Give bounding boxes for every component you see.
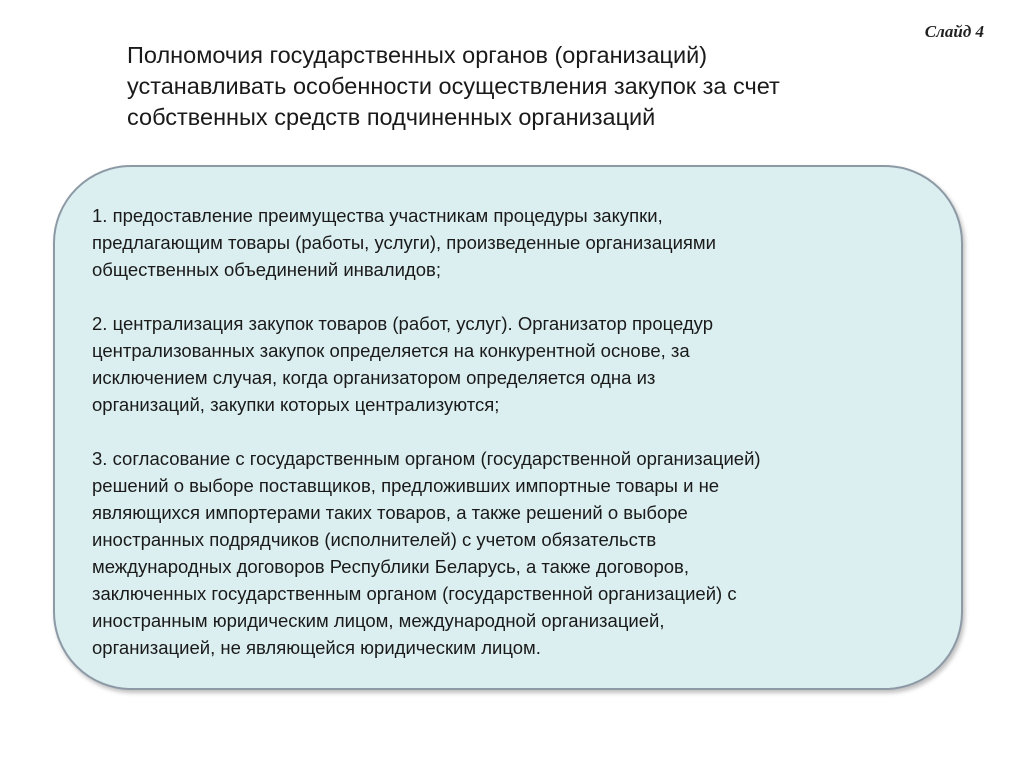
title-line: собственных средств подчиненных организаций [127, 104, 656, 130]
item-line: 2. централизация закупок товаров (работ, услуг). Организатор процедур [92, 313, 714, 334]
item-line: решений о выборе поставщиков, предложивших импортные товары и не [92, 475, 720, 496]
item-line: иностранных подрядчиков (исполнителей) с учетом обязательств [92, 529, 657, 550]
items-list [92, 202, 952, 688]
content-box [53, 165, 963, 690]
list-item-1 [92, 202, 952, 283]
item-line: являющихся импортерами таких товаров, а также решений о выборе [92, 502, 688, 523]
item-line: исключением случая, когда организатором определяется одна из [92, 367, 656, 388]
item-line: иностранным юридическим лицом, международной организацией, [92, 610, 665, 631]
item-line: организацией, не являющейся юридическим лицом. [92, 637, 541, 658]
slide-number: Слайд 4 [924, 22, 984, 41]
item-line: централизованных закупок определяется на конкурентной основе, за [92, 340, 690, 361]
item-line: предлагающим товары (работы, услуги), произведенные организациями [92, 232, 716, 253]
item-line: международных договоров Республики Беларусь, а также договоров, [92, 556, 690, 577]
item-line: 3. согласование с государственным органом (государственной организацией) [92, 448, 761, 469]
title-line: устанавливать особенности осуществления закупок за счет [127, 73, 780, 99]
item-line: общественных объединений инвалидов; [92, 259, 441, 280]
item-line: заключенных государственным органом (государственной организацией) с [92, 583, 737, 604]
item-line: 1. предоставление преимущества участникам процедуры закупки, [92, 205, 663, 226]
slide-title [127, 40, 887, 133]
list-item-3 [92, 445, 952, 661]
list-item-2 [92, 310, 952, 418]
item-line: организаций, закупки которых централизуются; [92, 394, 500, 415]
title-line: Полномочия государственных органов (организаций) [127, 42, 708, 68]
